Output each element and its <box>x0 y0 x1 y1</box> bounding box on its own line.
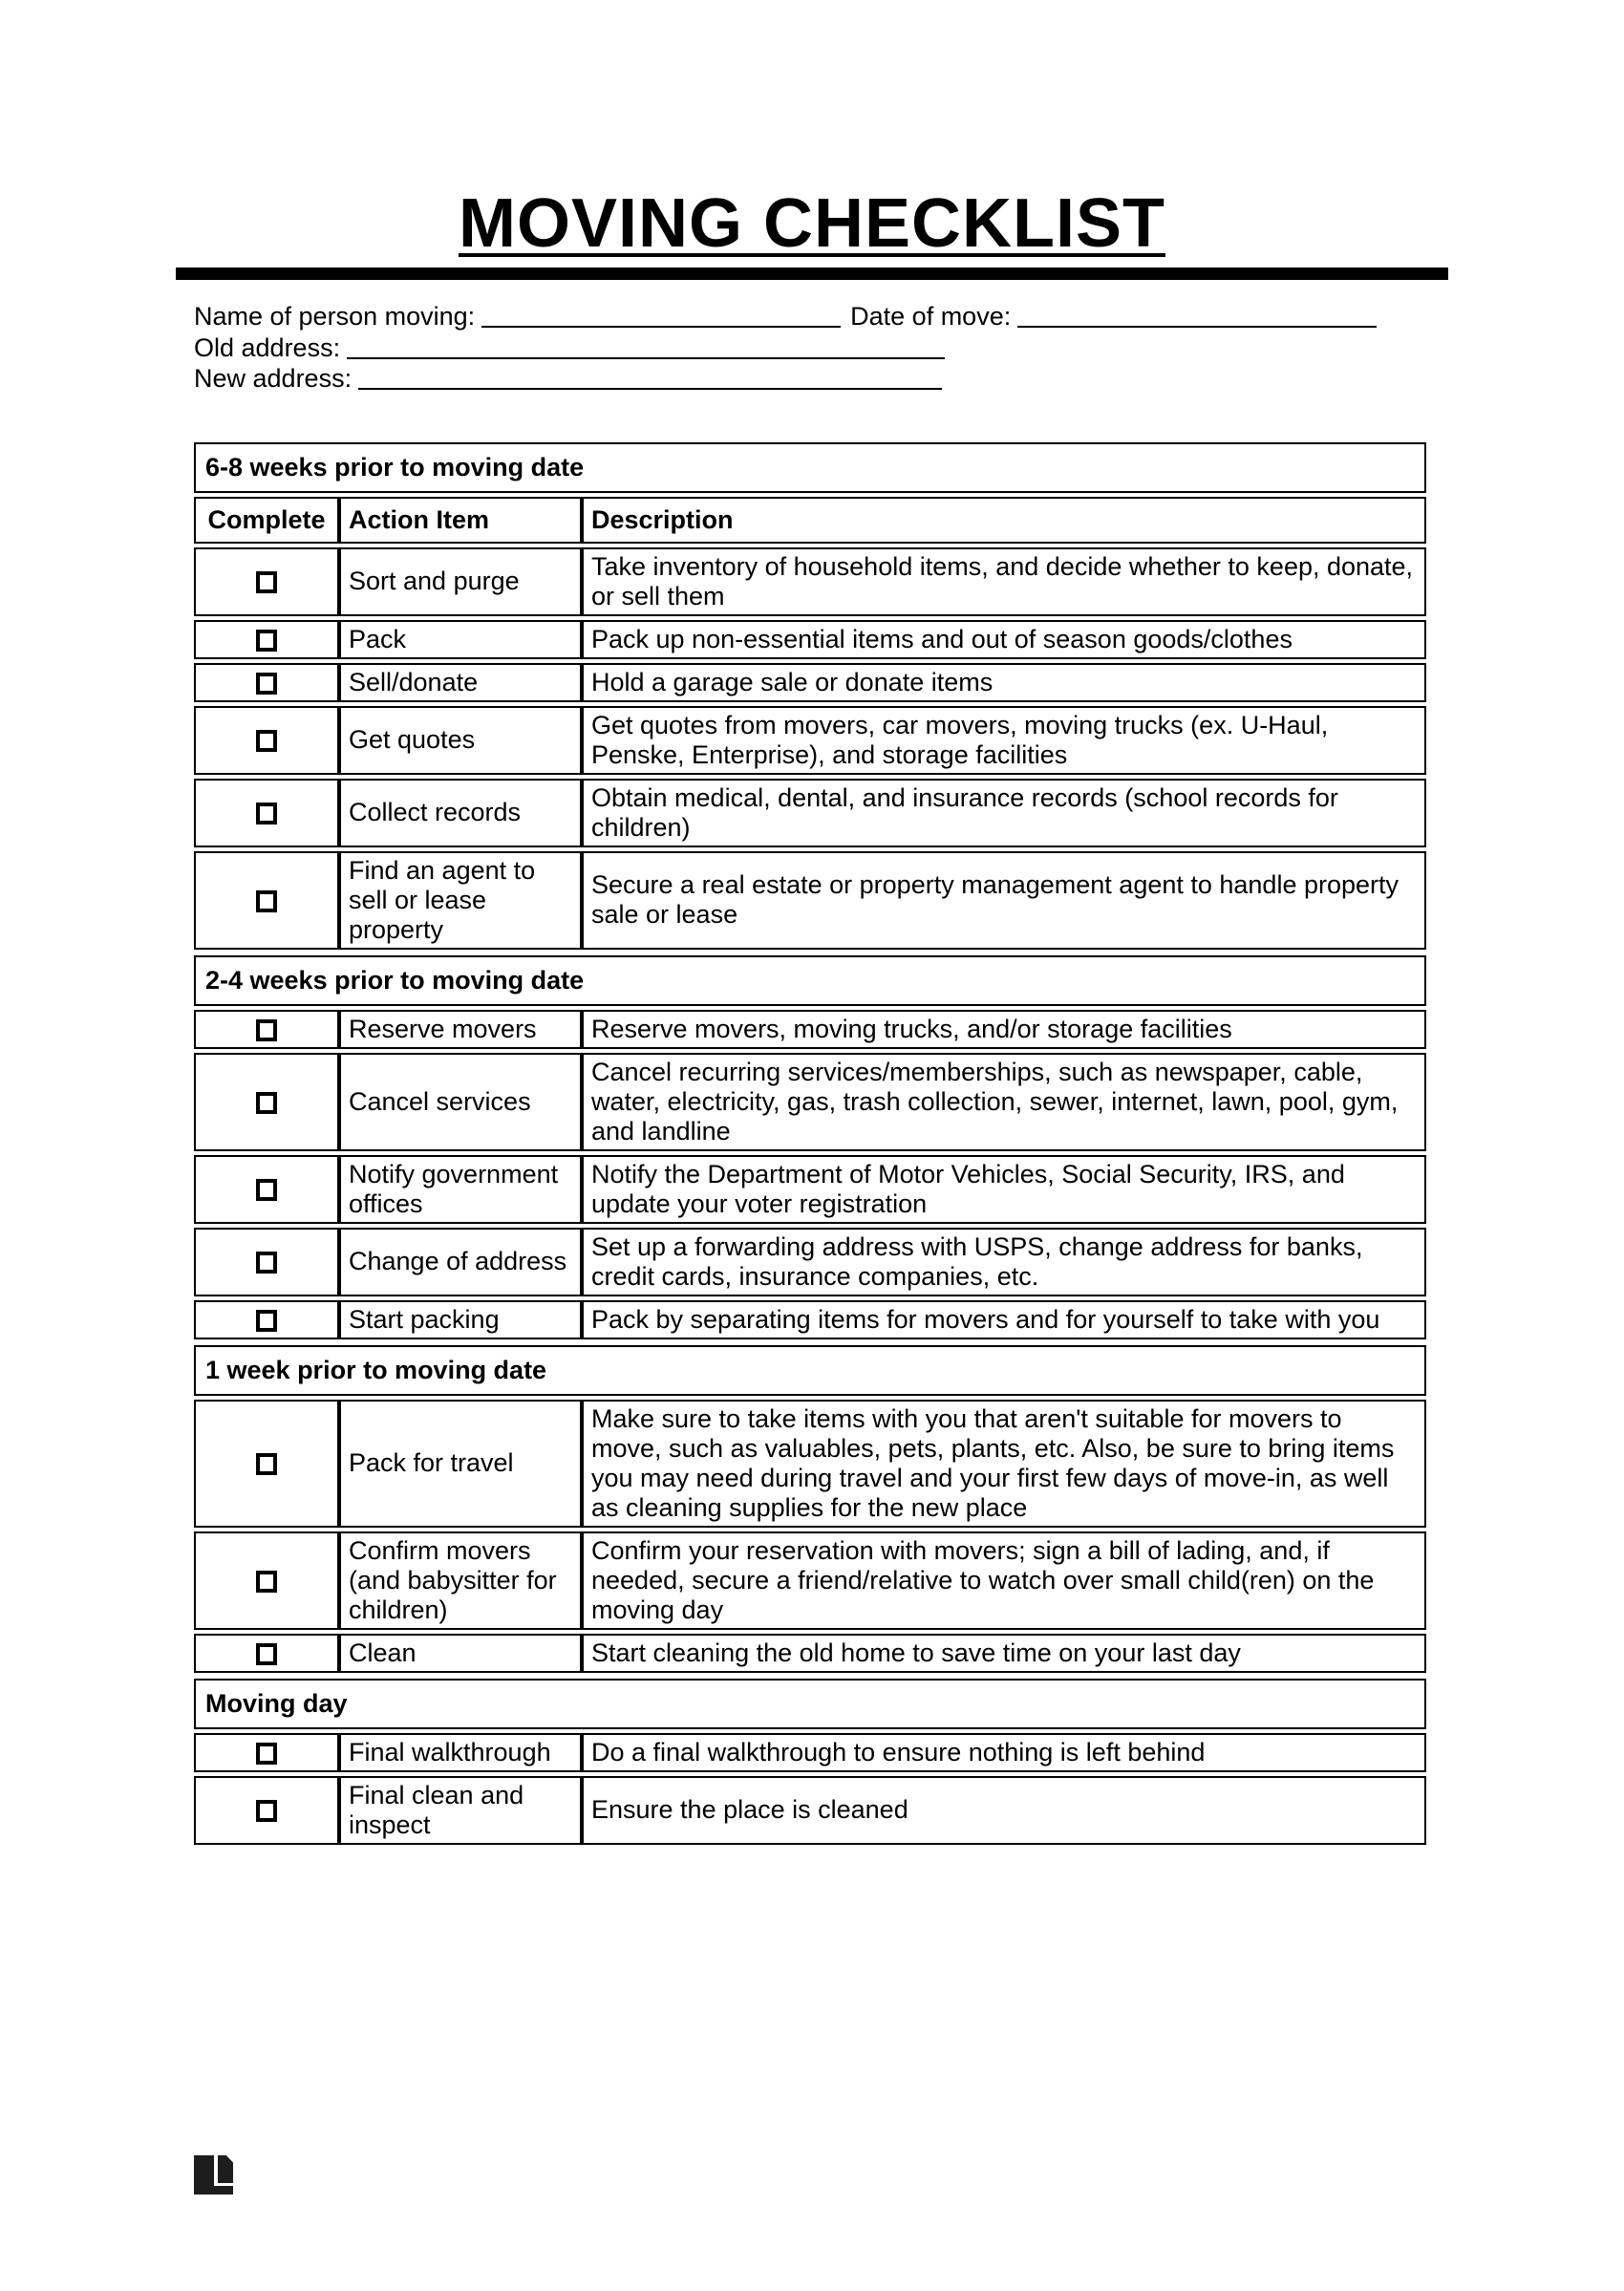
checklist-row <box>194 1010 1426 1049</box>
section-heading: 2-4 weeks prior to moving date <box>194 955 1426 1006</box>
complete-cell <box>194 1400 339 1528</box>
action-item: Confirm movers (and babysitter for children) <box>339 1531 582 1630</box>
form-line-new-address <box>194 363 1624 395</box>
description: Notify the Department of Motor Vehicles, Social Security, IRS, and update your voter registration <box>582 1155 1426 1224</box>
section-heading: 1 week prior to moving date <box>194 1345 1426 1396</box>
complete-cell <box>194 1155 339 1224</box>
section-header-row <box>194 1679 1426 1729</box>
checklist-row <box>194 1300 1426 1339</box>
description: Do a final walkthrough to ensure nothing is left behind <box>582 1733 1426 1772</box>
checklist-row <box>194 1634 1426 1673</box>
complete-cell <box>194 851 339 950</box>
action-item: Final clean and inspect <box>339 1776 582 1845</box>
title-rule <box>176 268 1448 280</box>
checklist-row <box>194 851 1426 950</box>
checklist-row <box>194 620 1426 659</box>
checkbox[interactable] <box>256 1643 277 1665</box>
action-item: Final walkthrough <box>339 1733 582 1772</box>
checkbox[interactable] <box>256 1571 277 1593</box>
checklist-row <box>194 706 1426 775</box>
description: Cancel recurring services/memberships, such as newspaper, cable, water, electricity, gas, trash collection, sewer, internet, lawn, pool, gym, and landline <box>582 1053 1426 1151</box>
description: Take inventory of household items, and decide whether to keep, donate, or sell them <box>582 547 1426 616</box>
complete-cell <box>194 779 339 847</box>
checkbox[interactable] <box>256 730 277 752</box>
section-header-row <box>194 1345 1426 1396</box>
date-blank-line[interactable] <box>1017 309 1377 328</box>
document-page <box>0 185 1624 2291</box>
section-table <box>194 439 1426 953</box>
logo-document-icon <box>218 2155 233 2183</box>
new-address-label: New address: <box>194 364 353 393</box>
column-header-action-item: Action Item <box>339 497 582 544</box>
action-item: Reserve movers <box>339 1010 582 1049</box>
description: Reserve movers, moving trucks, and/or storage facilities <box>582 1010 1426 1049</box>
checkbox[interactable] <box>256 1453 277 1475</box>
checklist-row <box>194 1733 1426 1772</box>
complete-cell <box>194 547 339 616</box>
old-address-blank-line[interactable] <box>347 340 945 359</box>
checkbox[interactable] <box>256 1310 277 1332</box>
column-header-complete: Complete <box>194 497 339 544</box>
description: Hold a garage sale or donate items <box>582 663 1426 702</box>
legal-templates-logo <box>194 2155 233 2195</box>
complete-cell <box>194 1776 339 1845</box>
checklist-row <box>194 779 1426 847</box>
action-item: Sort and purge <box>339 547 582 616</box>
section-table <box>194 952 1426 1343</box>
action-item: Sell/donate <box>339 663 582 702</box>
checklist-row <box>194 1155 1426 1224</box>
action-item: Pack for travel <box>339 1400 582 1528</box>
description: Set up a forwarding address with USPS, change address for banks, credit cards, insurance companies, etc. <box>582 1228 1426 1296</box>
action-item: Clean <box>339 1634 582 1673</box>
date-of-move-label: Date of move: <box>850 302 1012 331</box>
form-block <box>194 301 1624 395</box>
description: Pack up non-essential items and out of season goods/clothes <box>582 620 1426 659</box>
section-table <box>194 1675 1426 1849</box>
checklist-row <box>194 1531 1426 1630</box>
checkbox[interactable] <box>256 1179 277 1201</box>
checkbox[interactable] <box>256 1092 277 1114</box>
checklist-row <box>194 1400 1426 1528</box>
action-item: Collect records <box>339 779 582 847</box>
complete-cell <box>194 1010 339 1049</box>
column-header-description: Description <box>582 497 1426 544</box>
checkbox[interactable] <box>256 571 277 593</box>
action-item: Get quotes <box>339 706 582 775</box>
description: Start cleaning the old home to save time on your last day <box>582 1634 1426 1673</box>
form-line-old-address <box>194 332 1624 364</box>
checklist-row <box>194 1228 1426 1296</box>
complete-cell <box>194 1228 339 1296</box>
section-header-row <box>194 955 1426 1006</box>
checklist-row <box>194 1053 1426 1151</box>
checkbox[interactable] <box>256 1019 277 1041</box>
checkbox[interactable] <box>256 673 277 695</box>
checklist-row <box>194 1776 1426 1845</box>
action-item: Change of address <box>339 1228 582 1296</box>
checkbox[interactable] <box>256 803 277 824</box>
action-item: Start packing <box>339 1300 582 1339</box>
description: Get quotes from movers, car movers, moving trucks (ex. U-Haul, Penske, Enterprise), and storage facilities <box>582 706 1426 775</box>
description: Make sure to take items with you that aren't suitable for movers to move, such as valuables, pets, plants, etc. Also, be sure to bring items you may need during travel and your first few days of move-in, as well as cleaning supplies for the new place <box>582 1400 1426 1528</box>
section-table <box>194 1341 1426 1677</box>
column-header-row <box>194 497 1426 544</box>
description: Ensure the place is cleaned <box>582 1776 1426 1845</box>
description: Confirm your reservation with movers; sign a bill of lading, and, if needed, secure a friend/relative to watch over small child(ren) on the moving day <box>582 1531 1426 1630</box>
checkbox[interactable] <box>256 1743 277 1765</box>
name-blank-line[interactable] <box>481 309 841 328</box>
action-item: Cancel services <box>339 1053 582 1151</box>
complete-cell <box>194 620 339 659</box>
complete-cell <box>194 1300 339 1339</box>
name-of-person-label: Name of person moving: <box>194 302 476 331</box>
action-item: Pack <box>339 620 582 659</box>
section-heading: 6-8 weeks prior to moving date <box>194 442 1426 493</box>
form-line-name-date <box>194 301 1624 332</box>
complete-cell <box>194 1053 339 1151</box>
old-address-label: Old address: <box>194 332 341 362</box>
complete-cell <box>194 663 339 702</box>
checklist <box>194 439 1426 1849</box>
checkbox[interactable] <box>256 1252 277 1274</box>
description: Secure a real estate or property management agent to handle property sale or lease <box>582 851 1426 950</box>
checkbox[interactable] <box>256 1800 277 1822</box>
page-title: MOVING CHECKLIST <box>458 185 1165 262</box>
logo-bottom-bar <box>194 2186 233 2195</box>
description: Pack by separating items for movers and for yourself to take with you <box>582 1300 1426 1339</box>
checkbox[interactable] <box>256 630 277 652</box>
checklist-row <box>194 547 1426 616</box>
complete-cell <box>194 1531 339 1630</box>
complete-cell <box>194 1634 339 1673</box>
complete-cell <box>194 1733 339 1772</box>
section-heading: Moving day <box>194 1679 1426 1729</box>
checklist-row <box>194 663 1426 702</box>
complete-cell <box>194 706 339 775</box>
new-address-blank-line[interactable] <box>358 371 942 390</box>
description: Obtain medical, dental, and insurance records (school records for children) <box>582 779 1426 847</box>
checkbox[interactable] <box>256 890 277 912</box>
action-item: Notify government offices <box>339 1155 582 1224</box>
section-header-row <box>194 442 1426 493</box>
action-item: Find an agent to sell or lease property <box>339 851 582 950</box>
